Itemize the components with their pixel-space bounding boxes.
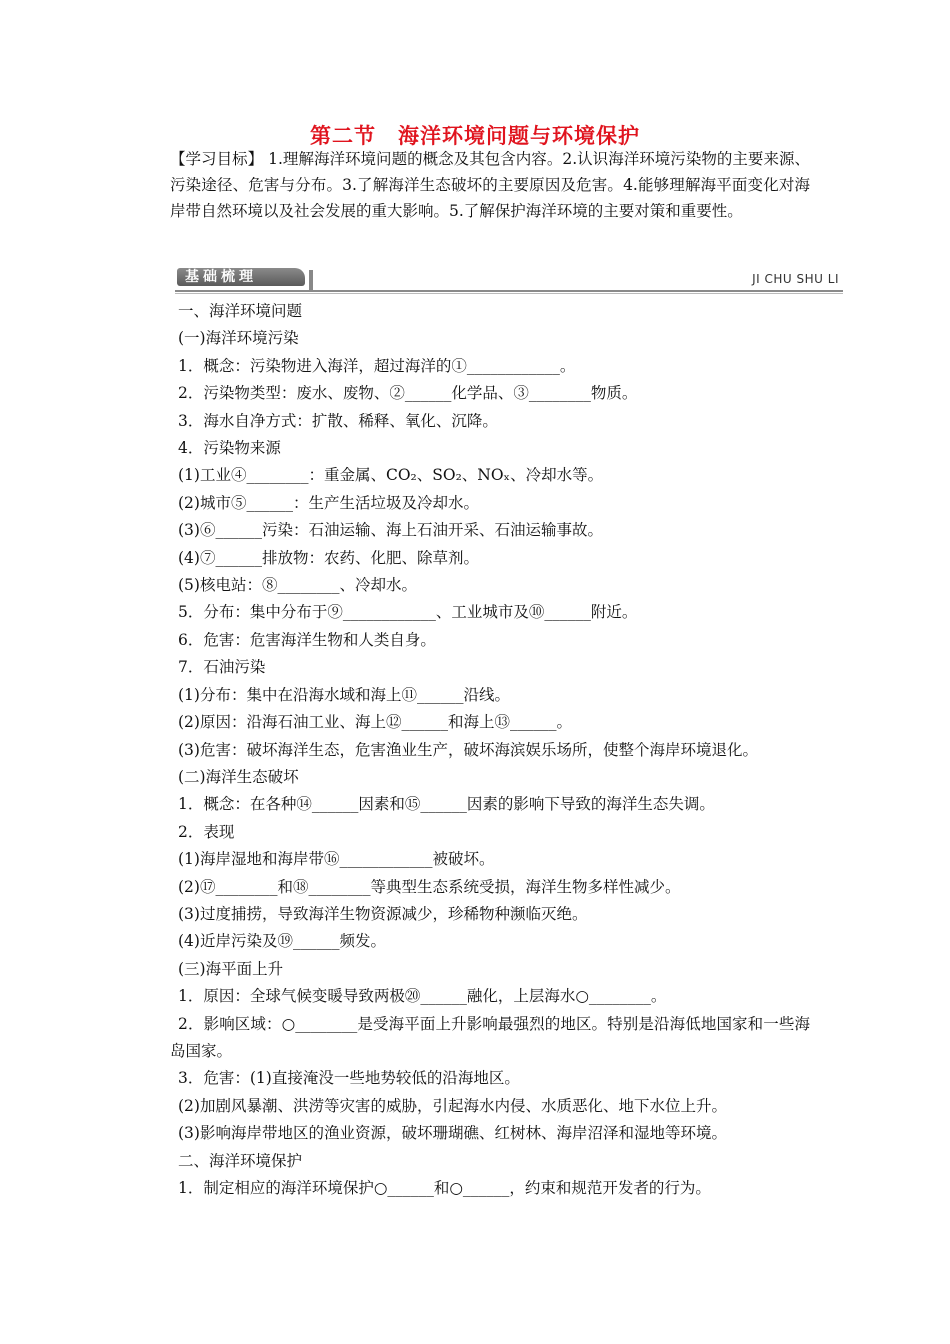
text-line: 1．制定相应的海洋环境保护○______和○______，约束和规范开发者的行为。	[178, 1179, 711, 1197]
text-line: (二)海洋生态破坏	[178, 767, 299, 786]
text-line: 6．危害：危害海洋生物和人类自身。	[178, 630, 436, 649]
content-body	[170, 298, 818, 1202]
text-line: 1．原因：全球气候变暖导致两极⑳______融化，上层海水○________。	[178, 987, 667, 1006]
objectives-tag: 【学习目标】	[170, 150, 264, 168]
text-line: (2)原因：沿海石油工业、海上⑫______和海上⑬______。	[178, 713, 572, 732]
text-line: (一)海洋环境污染	[178, 329, 299, 348]
page-title: 第二节 海洋环境问题与环境保护	[310, 124, 640, 148]
text-line: (3)过度捕捞，导致海洋生物资源减少，珍稀物种濒临灭绝。	[178, 904, 588, 923]
text-line: 一、海洋环境问题	[178, 302, 303, 320]
text-line: (4)⑦______排放物：农药、化肥、除草剂。	[178, 548, 479, 567]
objectives-text: 1.理解海洋环境问题的概念及其包含内容。2.认识海洋环境污染物的主要来源、污染途径、危害与分布。3.了解海洋生态破坏的主要原因及危害。4.能够理解海平面变化对海岸带自然环境以及社会发展的重大影响。5.了解保护海洋环境的主要对策和重要性。	[170, 150, 810, 220]
text-line: (3)危害：破坏海洋生态，危害渔业生产，破坏海滨娱乐场所，使整个海岸环境退化。	[178, 740, 758, 759]
section-banner	[175, 266, 843, 294]
text-line: 3．海水自净方式：扩散、稀释、氧化、沉降。	[178, 411, 498, 430]
banner-rule	[175, 290, 843, 292]
text-line: (3)⑥______污染：石油运输、海上石油开采、石油运输事故。	[178, 521, 603, 540]
banner-rule-thin	[175, 293, 843, 294]
text-line: 1．概念：污染物进入海洋，超过海洋的①____________。	[178, 356, 576, 375]
text-line: 2．表现	[178, 822, 235, 841]
text-line: (1)工业④________：重金属、CO₂、SO₂、NOₓ、冷却水等。	[178, 466, 604, 485]
banner-label: 基础梳理	[177, 268, 305, 286]
text-line: (4)近岸污染及⑲______频发。	[178, 932, 386, 951]
text-line: (2)城市⑤______：生产生活垃圾及冷却水。	[178, 493, 479, 512]
learning-objectives	[170, 146, 810, 224]
text-line: (1)海岸湿地和海岸带⑯____________被破坏。	[178, 850, 495, 869]
text-line: (2)⑰________和⑱________等典型生态系统受损，海洋生物多样性减少。	[178, 877, 681, 896]
text-line-wrapped: 2．影响区域：○________是受海平面上升影响最强烈的地区。特别是沿海低地国家和一些海岛国家。	[170, 1014, 810, 1060]
text-line: 1．概念：在各种⑭______因素和⑮______因素的影响下导致的海洋生态失调。	[178, 795, 715, 814]
text-line: 4．污染物来源	[178, 439, 281, 458]
text-line: 7．石油污染	[178, 658, 266, 677]
banner-tab-mark	[309, 270, 313, 292]
text-line: 2．污染物类型：废水、废物、②______化学品、③________物质。	[178, 384, 638, 403]
text-line: (2)加剧风暴潮、洪涝等灾害的威胁，引起海水内侵、水质恶化、地下水位上升。	[178, 1096, 727, 1115]
text-line: 二、海洋环境保护	[178, 1151, 303, 1170]
text-line: (三)海平面上升	[178, 959, 284, 978]
text-line: 5．分布：集中分布于⑨____________、工业城市及⑩______附近。	[178, 603, 638, 622]
text-line: 3．危害：(1)直接淹没一些地势较低的沿海地区。	[178, 1069, 520, 1088]
text-line: (1)分布：集中在沿海水域和海上⑪______沿线。	[178, 685, 510, 704]
text-line: (5)核电站：⑧________、冷却水。	[178, 576, 417, 595]
text-line: (3)影响海岸带地区的渔业资源，破坏珊瑚礁、红树林、海岸沼泽和湿地等环境。	[178, 1124, 727, 1143]
banner-english: JI CHU SHU LI	[752, 272, 839, 286]
